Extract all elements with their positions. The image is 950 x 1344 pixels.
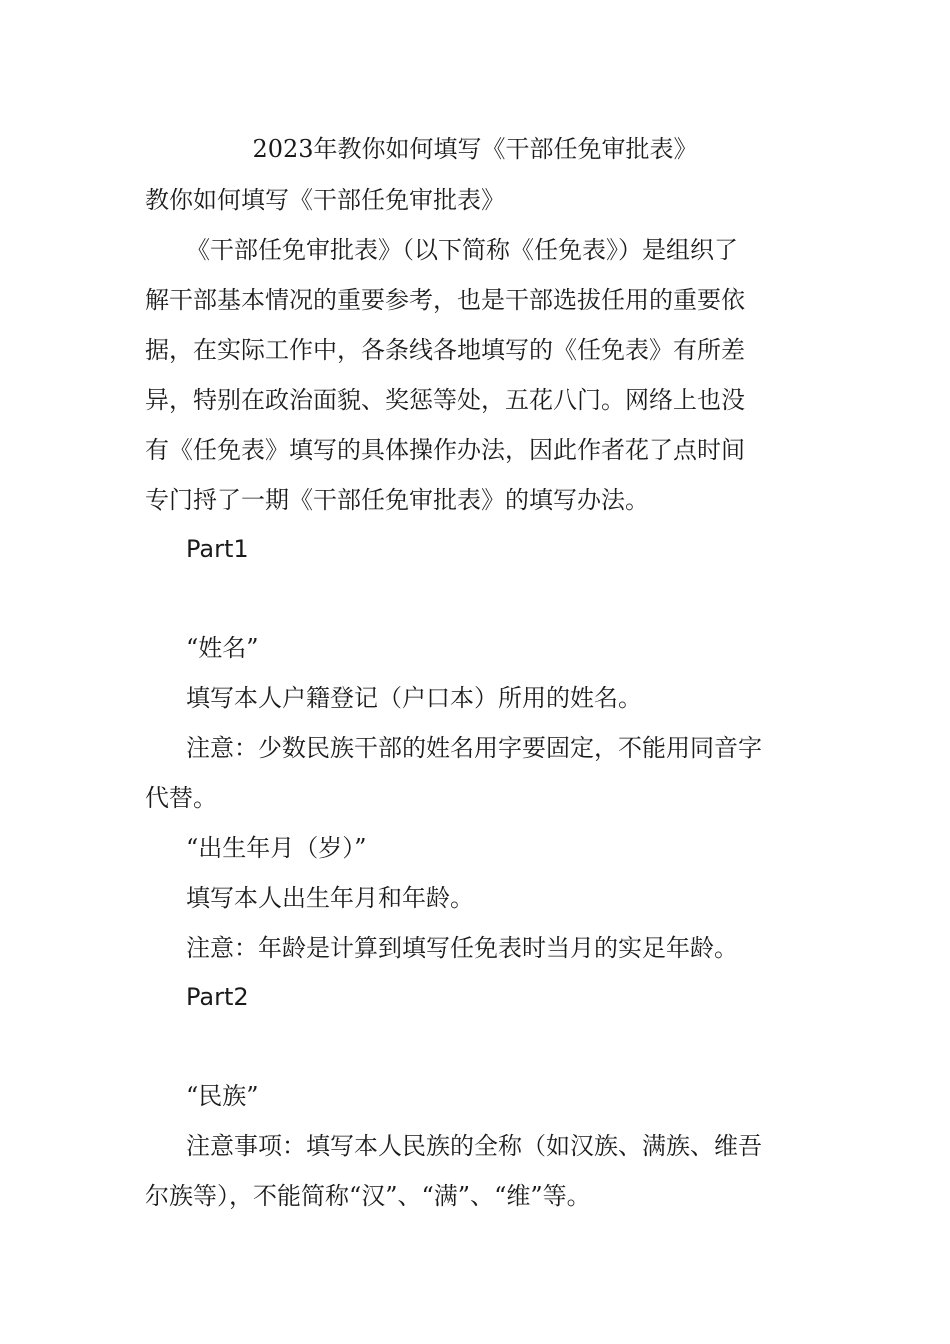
ethnic-note-line-1: 注意事项：填写本人民族的全称（如汉族、满族、维吾 [186,1132,762,1160]
name-note-line-1: 注意：少数民族干部的姓名用字要固定，不能用同音字 [186,734,762,762]
birth-description: 填写本人出生年月和年龄。 [186,884,474,912]
name-note-line-2: 代替。 [145,784,217,812]
intro-line-5: 有《任免表》填写的具体操作办法，因此作者花了点时间 [145,436,745,464]
intro-line-1: 《干部任免审批表》（以下简称《任免表》）是组织了 [186,236,738,264]
intro-line-2: 解干部基本情况的重要参考，也是干部选拔任用的重要依 [145,286,745,314]
name-description: 填写本人户籍登记（户口本）所用的姓名。 [186,684,642,712]
intro-line-4: 异，特别在政治面貌、奖惩等处，五花八门。网络上也没 [145,386,745,414]
document-title: 2023年教你如何填写《干部任免审批表》 [252,135,698,163]
intro-line-6: 专门捋了一期《干部任免审批表》的填写办法。 [145,486,649,514]
birth-heading: “出生年月（岁）” [186,834,367,862]
part1-heading: Part1 [186,535,249,563]
birth-note: 注意：年龄是计算到填写任免表时当月的实足年龄。 [186,934,738,962]
part2-heading: Part2 [186,983,249,1011]
ethnic-note-line-2: 尔族等），不能简称“汉”、“满”、“维”等。 [145,1182,591,1210]
ethnic-heading: “民族” [186,1082,259,1110]
name-heading: “姓名” [186,634,259,662]
document-subtitle: 教你如何填写《干部任免审批表》 [145,186,505,214]
intro-line-3: 据，在实际工作中，各条线各地填写的《任免表》有所差 [145,336,745,364]
